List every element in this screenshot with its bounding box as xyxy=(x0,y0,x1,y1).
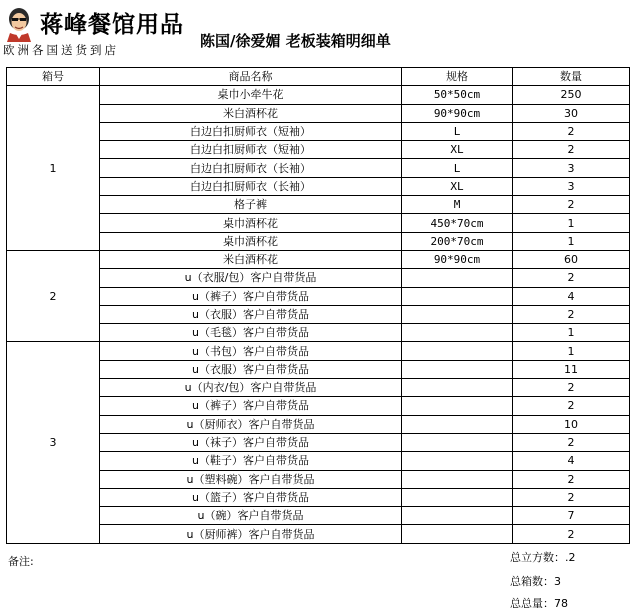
table-row xyxy=(7,433,630,451)
table-row xyxy=(7,232,630,250)
quantity-cell: 1 xyxy=(513,324,630,342)
quantity-cell: 1 xyxy=(513,342,630,360)
table-row xyxy=(7,470,630,488)
quantity-cell: 3 xyxy=(513,177,630,195)
table-row xyxy=(7,250,630,268)
table-row xyxy=(7,196,630,214)
quantity-cell: 3 xyxy=(513,159,630,177)
quantity-cell: 2 xyxy=(513,269,630,287)
quantity-cell: 2 xyxy=(513,488,630,506)
total-quantity: 总总量：78 xyxy=(510,597,568,610)
chef-portrait-icon xyxy=(4,6,34,42)
quantity-cell: 2 xyxy=(513,433,630,451)
table-row xyxy=(7,305,630,323)
quantity-cell: 1 xyxy=(513,214,630,232)
spec-cell xyxy=(402,360,513,378)
product-name-cell: 米白酒杯花 xyxy=(100,104,402,122)
product-name-cell: u（厨师衣）客户自带货品 xyxy=(100,415,402,433)
product-name-cell: 白边白扣厨师衣（短袖） xyxy=(100,122,402,140)
spec-cell xyxy=(402,525,513,543)
spec-cell xyxy=(402,507,513,525)
table-row xyxy=(7,159,630,177)
spec-cell: 50*50cm xyxy=(402,86,513,104)
quantity-cell: 2 xyxy=(513,397,630,415)
product-name-cell: 白边白扣厨师衣（短袖） xyxy=(100,141,402,159)
product-name-cell: 桌巾小牵牛花 xyxy=(100,86,402,104)
table-row xyxy=(7,122,630,140)
quantity-cell: 250 xyxy=(513,86,630,104)
logo-sub-text: 欧洲各国送货到店 xyxy=(3,43,119,57)
product-name-cell: u（碗）客户自带货品 xyxy=(100,507,402,525)
header-spec: 规格 xyxy=(402,68,513,86)
shop-logo xyxy=(2,2,184,58)
spec-cell: M xyxy=(402,196,513,214)
quantity-cell: 2 xyxy=(513,470,630,488)
table-row xyxy=(7,324,630,342)
product-name-cell: u（袜子）客户自带货品 xyxy=(100,433,402,451)
table-row xyxy=(7,360,630,378)
spec-cell xyxy=(402,470,513,488)
quantity-cell: 60 xyxy=(513,250,630,268)
spec-cell xyxy=(402,433,513,451)
spec-cell: XL xyxy=(402,141,513,159)
product-name-cell: u（厨师裤）客户自带货品 xyxy=(100,525,402,543)
product-name-cell: 格子裤 xyxy=(100,196,402,214)
box-number-cell: 1 xyxy=(7,86,100,251)
header-product-name: 商品名称 xyxy=(100,68,402,86)
spec-cell xyxy=(402,305,513,323)
quantity-cell: 4 xyxy=(513,452,630,470)
quantity-cell: 2 xyxy=(513,379,630,397)
spec-cell xyxy=(402,324,513,342)
logo-main-text: 蒋峰餐馆用品 xyxy=(40,12,184,38)
quantity-cell: 1 xyxy=(513,232,630,250)
spec-cell xyxy=(402,287,513,305)
product-name-cell: u（衣服）客户自带货品 xyxy=(100,360,402,378)
table-row xyxy=(7,379,630,397)
table-row xyxy=(7,141,630,159)
product-name-cell: 米白酒杯花 xyxy=(100,250,402,268)
product-name-cell: u（内衣/包）客户自带货品 xyxy=(100,379,402,397)
spec-cell: 450*70cm xyxy=(402,214,513,232)
header-quantity: 数量 xyxy=(513,68,630,86)
spec-cell xyxy=(402,397,513,415)
product-name-cell: u（塑料碗）客户自带货品 xyxy=(100,470,402,488)
spec-cell xyxy=(402,269,513,287)
table-row xyxy=(7,488,630,506)
product-name-cell: u（毛毯）客户自带货品 xyxy=(100,324,402,342)
table-row xyxy=(7,452,630,470)
spec-cell xyxy=(402,415,513,433)
quantity-cell: 10 xyxy=(513,415,630,433)
spec-cell xyxy=(402,342,513,360)
product-name-cell: u（篮子）客户自带货品 xyxy=(100,488,402,506)
table-row xyxy=(7,287,630,305)
table-body xyxy=(7,86,630,543)
total-boxes: 总箱数：3 xyxy=(510,575,561,588)
table-header-row xyxy=(7,68,630,86)
box-number-cell: 2 xyxy=(7,250,100,341)
quantity-cell: 2 xyxy=(513,305,630,323)
quantity-cell: 11 xyxy=(513,360,630,378)
spec-cell: L xyxy=(402,159,513,177)
product-name-cell: 白边白扣厨师衣（长袖） xyxy=(100,177,402,195)
spec-cell xyxy=(402,488,513,506)
product-name-cell: 桌巾酒杯花 xyxy=(100,214,402,232)
remark-label: 备注: xyxy=(8,555,34,568)
product-name-cell: u（裤子）客户自带货品 xyxy=(100,397,402,415)
product-name-cell: u（衣服/包）客户自带货品 xyxy=(100,269,402,287)
total-volume: 总立方数：.2 xyxy=(510,551,576,564)
table-row xyxy=(7,525,630,543)
quantity-cell: 2 xyxy=(513,141,630,159)
table-row xyxy=(7,177,630,195)
product-name-cell: u（衣服）客户自带货品 xyxy=(100,305,402,323)
document-title: 陈国/徐爱媚 老板装箱明细单 xyxy=(200,32,391,50)
product-name-cell: u（鞋子）客户自带货品 xyxy=(100,452,402,470)
product-name-cell: u（裤子）客户自带货品 xyxy=(100,287,402,305)
quantity-cell: 2 xyxy=(513,122,630,140)
quantity-cell: 7 xyxy=(513,507,630,525)
spec-cell xyxy=(402,379,513,397)
spec-cell: XL xyxy=(402,177,513,195)
product-name-cell: u（书包）客户自带货品 xyxy=(100,342,402,360)
spec-cell: L xyxy=(402,122,513,140)
packing-list-table xyxy=(6,67,630,544)
table-row xyxy=(7,104,630,122)
spec-cell: 200*70cm xyxy=(402,232,513,250)
table-row xyxy=(7,269,630,287)
quantity-cell: 4 xyxy=(513,287,630,305)
table-row xyxy=(7,214,630,232)
product-name-cell: 桌巾酒杯花 xyxy=(100,232,402,250)
product-name-cell: 白边白扣厨师衣（长袖） xyxy=(100,159,402,177)
table-row xyxy=(7,507,630,525)
table-row xyxy=(7,397,630,415)
table-row xyxy=(7,342,630,360)
header-box-no: 箱号 xyxy=(7,68,100,86)
quantity-cell: 2 xyxy=(513,525,630,543)
quantity-cell: 2 xyxy=(513,196,630,214)
table-row xyxy=(7,415,630,433)
spec-cell: 90*90cm xyxy=(402,250,513,268)
spec-cell: 90*90cm xyxy=(402,104,513,122)
spec-cell xyxy=(402,452,513,470)
quantity-cell: 30 xyxy=(513,104,630,122)
table-row xyxy=(7,86,630,104)
box-number-cell: 3 xyxy=(7,342,100,543)
